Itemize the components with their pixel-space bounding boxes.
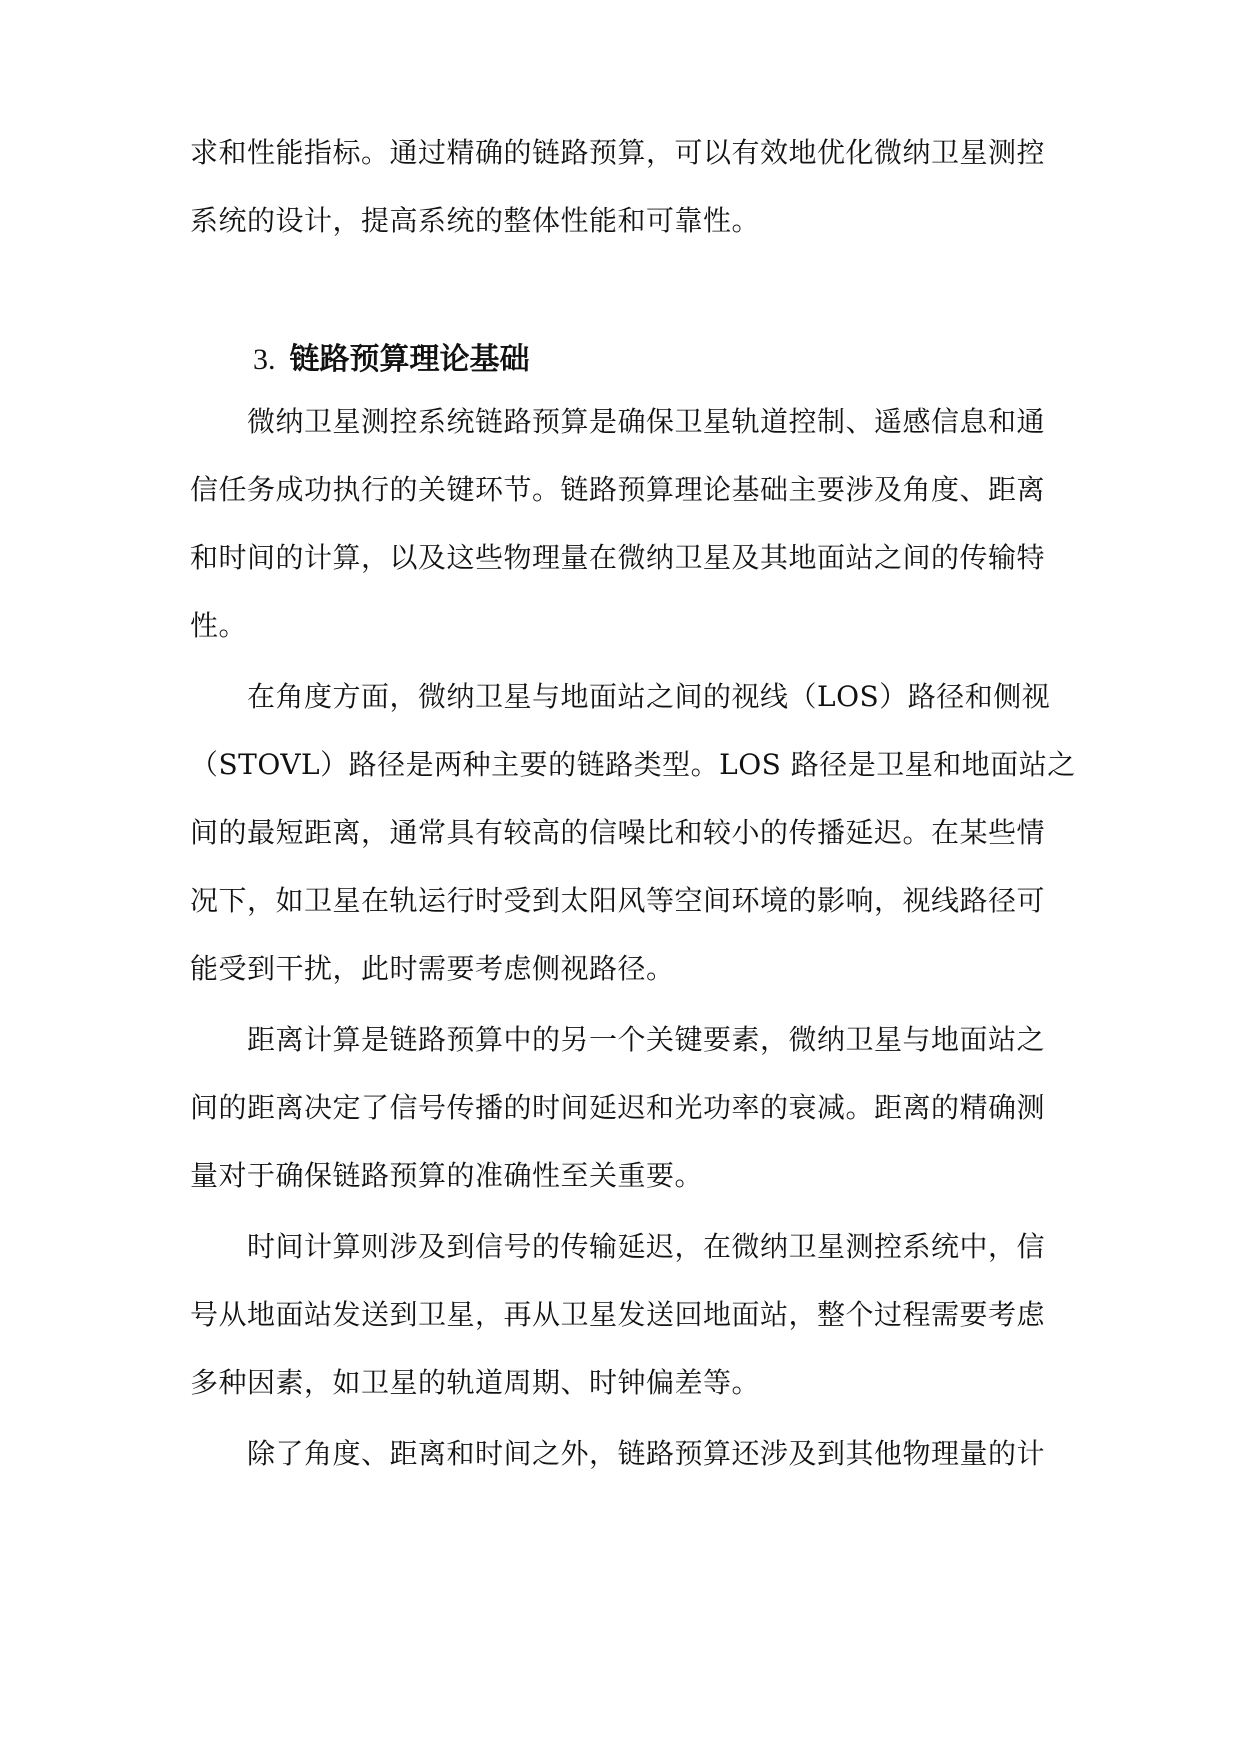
intro-line-1: 求和性能指标。通过精确的链路预算，可以有效地优化微纳卫星测控 <box>190 136 1046 169</box>
paragraph-2-line-4: 况下，如卫星在轨运行时受到太阳风等空间环境的影响，视线路径可 <box>190 884 1046 917</box>
section-number: 3. <box>253 343 276 376</box>
paragraph-3-line-1: 距离计算是链路预算中的另一个关键要素，微纳卫星与地面站之 <box>247 1023 1046 1056</box>
paragraph-2-line-1: 在角度方面，微纳卫星与地面站之间的视线（LOS）路径和侧视 <box>247 680 1051 713</box>
section-heading <box>253 338 530 382</box>
paragraph-2-line-2: （STOVL）路径是两种主要的链路类型。LOS 路径是卫星和地面站之 <box>190 748 1076 781</box>
paragraph-2-line-3: 间的最短距离，通常具有较高的信噪比和较小的传播延迟。在某些情 <box>190 816 1046 849</box>
paragraph-2-line-5: 能受到干扰，此时需要考虑侧视路径。 <box>190 952 675 985</box>
paragraph-5-line-1: 除了角度、距离和时间之外，链路预算还涉及到其他物理量的计 <box>247 1437 1046 1470</box>
paragraph-1-line-3: 和时间的计算，以及这些物理量在微纳卫星及其地面站之间的传输特 <box>190 541 1046 574</box>
section-title: 链路预算理论基础 <box>289 342 530 377</box>
paragraph-1-line-1: 微纳卫星测控系统链路预算是确保卫星轨道控制、遥感信息和通 <box>247 405 1046 438</box>
paragraph-1-line-4: 性。 <box>190 609 248 642</box>
intro-line-2: 系统的设计，提高系统的整体性能和可靠性。 <box>190 204 761 237</box>
paragraph-3-line-2: 间的距离决定了信号传播的时间延迟和光功率的衰减。距离的精确测 <box>190 1091 1046 1124</box>
paragraph-4-line-3: 多种因素，如卫星的轨道周期、时钟偏差等。 <box>190 1366 761 1399</box>
paragraph-3-line-3: 量对于确保链路预算的准确性至关重要。 <box>190 1159 704 1192</box>
paragraph-1-line-2: 信任务成功执行的关键环节。链路预算理论基础主要涉及角度、距离 <box>190 473 1046 506</box>
paragraph-4-line-1: 时间计算则涉及到信号的传输延迟，在微纳卫星测控系统中，信 <box>247 1230 1046 1263</box>
paragraph-4-line-2: 号从地面站发送到卫星，再从卫星发送回地面站，整个过程需要考虑 <box>190 1298 1046 1331</box>
